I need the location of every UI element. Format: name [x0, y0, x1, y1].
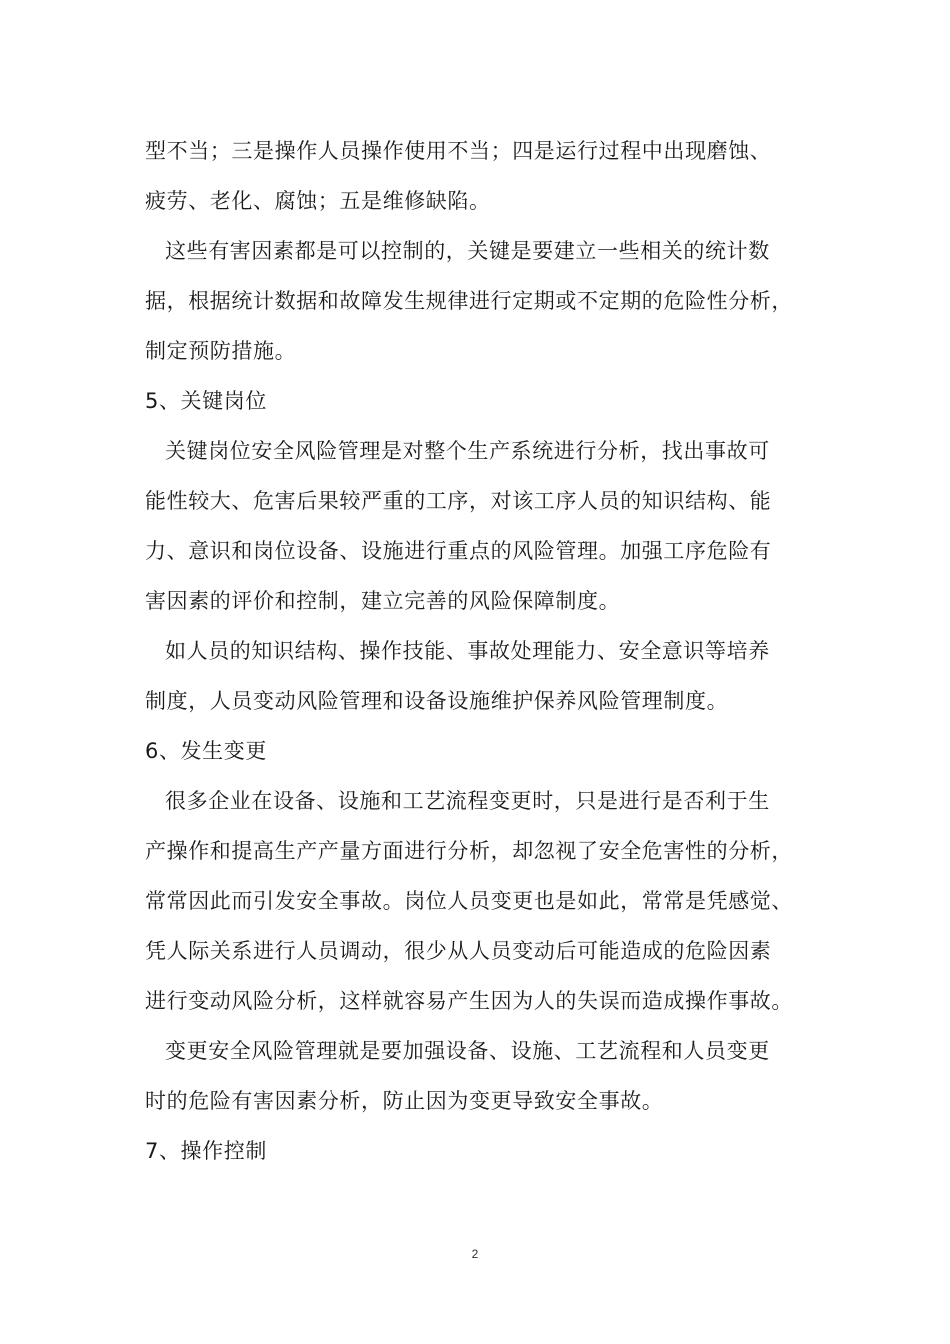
- paragraph-first-line: 很多企业在设备、设施和工艺流程变更时，只是进行是否利于生: [165, 789, 770, 813]
- text-line: 疲劳、老化、腐蚀；五是维修缺陷。: [145, 189, 491, 213]
- text-line: 时的危险有害因素分析，防止因为变更导致安全事故。: [145, 1089, 664, 1113]
- paragraph-first-line: 变更安全风险管理就是要加强设备、设施、工艺流程和人员变更: [165, 1039, 770, 1063]
- text-line: 产操作和提高生产产量方面进行分析，却忽视了安全危害性的分析，: [145, 839, 793, 863]
- text-line: 制度，人员变动风险管理和设备设施维护保养风险管理制度。: [145, 689, 729, 713]
- text-line: 害因素的评价和控制，建立完善的风险保障制度。: [145, 589, 621, 613]
- text-line: 力、意识和岗位设备、设施进行重点的风险管理。加强工序危险有: [145, 539, 772, 563]
- paragraph-first-line: 关键岗位安全风险管理是对整个生产系统进行分析，找出事故可: [165, 439, 770, 463]
- text-line: 据，根据统计数据和故障发生规律进行定期或不定期的危险性分析，: [145, 289, 793, 313]
- section-heading: 5、关键岗位: [145, 389, 267, 413]
- paragraph-first-line: 如人员的知识结构、操作技能、事故处理能力、安全意识等培养: [165, 639, 770, 663]
- text-line: 进行变动风险分析，这样就容易产生因为人的失误而造成操作事故。: [145, 989, 793, 1013]
- section-heading: 6、发生变更: [145, 739, 267, 763]
- text-line: 型不当；三是操作人员操作使用不当；四是运行过程中出现磨蚀、: [145, 139, 772, 163]
- text-line: 制定预防措施。: [145, 339, 297, 363]
- page-number: 2: [471, 1247, 479, 1261]
- text-line: 常常因此而引发安全事故。岗位人员变更也是如此，常常是凭感觉、: [145, 889, 793, 913]
- text-line: 能性较大、危害后果较严重的工序，对该工序人员的知识结构、能: [145, 489, 772, 513]
- section-heading: 7、操作控制: [145, 1139, 267, 1163]
- paragraph-first-line: 这些有害因素都是可以控制的，关键是要建立一些相关的统计数: [165, 239, 770, 263]
- text-line: 凭人际关系进行人员调动，很少从人员变动后可能造成的危险因素: [145, 939, 772, 963]
